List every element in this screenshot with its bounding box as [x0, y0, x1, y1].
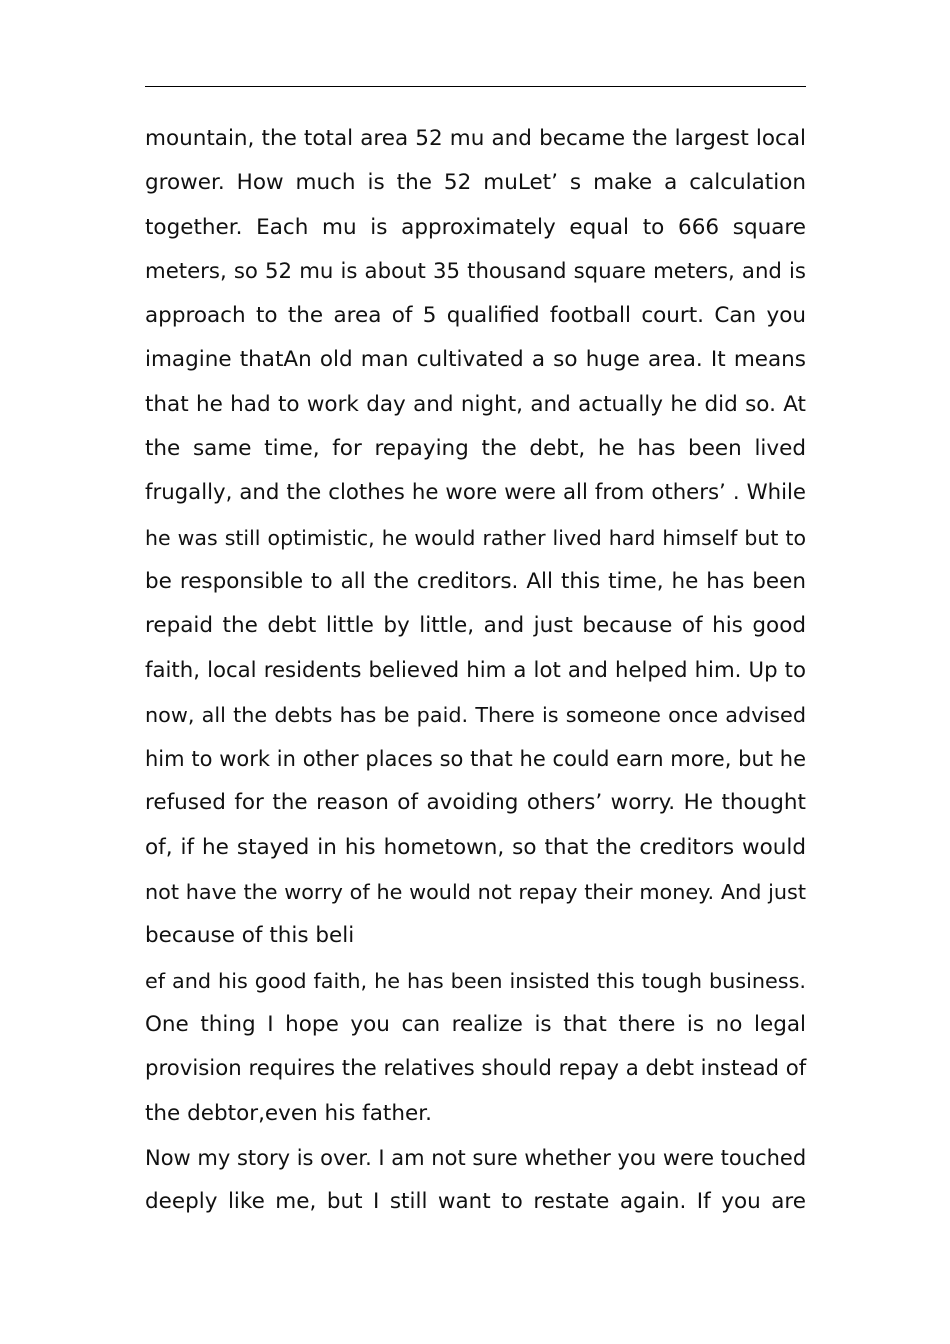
text-line: provision requires the relatives should repay a debt instead of: [145, 1056, 807, 1082]
text-line: meters, so 52 mu is about 35 thousand square meters, and is: [145, 258, 806, 284]
text-line: ef and his good faith, he has been insisted this tough business.: [145, 968, 806, 993]
text-line: deeply like me, but I still want to restate again. If you are: [145, 1189, 806, 1215]
text-line: because of this beli: [145, 923, 355, 949]
body-text: [145, 117, 806, 1224]
text-line: grower. How much is the 52 muLet’ s make a calculation: [145, 170, 806, 196]
text-line: together. Each mu is approximately equal to 666 square: [145, 214, 806, 240]
text-line: the same time, for repaying the debt, he has been lived: [145, 436, 806, 462]
text-line: the debtor,even his father.: [145, 1100, 432, 1126]
text-line: he was still optimistic, he would rather lived hard himself but to: [145, 525, 806, 550]
text-line: repaid the debt little by little, and just because of his good: [145, 613, 806, 639]
text-line: of, if he stayed in his hometown, so that the creditors would: [145, 834, 806, 860]
text-line: Now my story is over. I am not sure whether you were touched: [145, 1145, 807, 1170]
text-line: frugally, and the clothes he wore were all from others’ . While: [145, 480, 806, 506]
text-line: now, all the debts has be paid. There is someone once advised: [145, 702, 806, 727]
header-rule: [145, 86, 806, 87]
text-line: be responsible to all the creditors. All this time, he has been: [145, 568, 806, 594]
text-line: mountain, the total area 52 mu and became the largest local: [145, 126, 806, 151]
text-line: One thing I hope you can realize is that there is no legal: [145, 1011, 806, 1037]
text-line: that he had to work day and night, and actually he did so. At: [145, 391, 806, 417]
text-line: not have the worry of he would not repay their money. And just: [145, 880, 806, 905]
text-line: imagine thatAn old man cultivated a so huge area. It means: [145, 347, 806, 373]
text-line: faith, local residents believed him a lot and helped him. Up to: [145, 657, 806, 683]
text-line: approach to the area of 5 qualified football court. Can you: [145, 303, 806, 329]
text-line: refused for the reason of avoiding others’ worry. He thought: [145, 790, 806, 816]
text-line: him to work in other places so that he could earn more, but he: [145, 747, 806, 772]
